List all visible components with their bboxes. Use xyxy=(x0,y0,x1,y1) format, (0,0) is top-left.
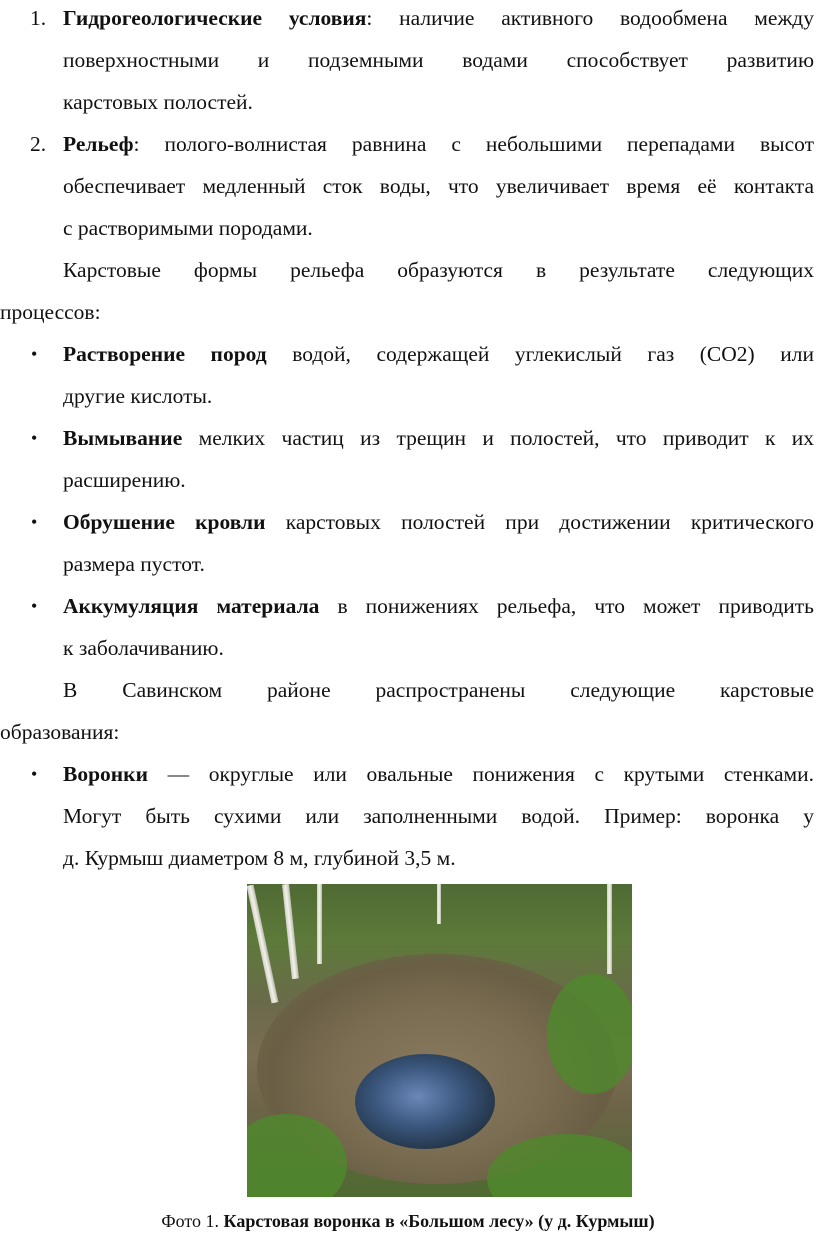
moss-patch xyxy=(547,974,632,1094)
bullet-symbol: • xyxy=(31,428,38,448)
paragraph-line: образования: xyxy=(0,720,120,744)
bullet-item-line: Могут быть сухими или заполненными водой. Пример: воронка у xyxy=(63,804,814,828)
term-bold: Растворение пород xyxy=(63,342,267,366)
sinkhole-water xyxy=(355,1054,495,1149)
term-bold: Гидрогеологические условия xyxy=(63,6,367,30)
term-bold: Аккумуляция материала xyxy=(63,594,320,618)
list-number: 2. xyxy=(30,132,47,156)
list-item-line: обеспечивает медленный сток воды, что увеличивает время её контакта xyxy=(63,174,814,198)
list-item-line: Гидрогеологические условия: наличие активного водообмена между xyxy=(63,6,814,30)
bullet-item-line: расширению. xyxy=(63,468,186,492)
birch-trunk xyxy=(247,885,278,1004)
bullet-item-line: Обрушение кровли карстовых полостей при достижении критического xyxy=(63,510,815,534)
paragraph-line: Карстовые формы рельефа образуются в результате следующих xyxy=(63,258,814,282)
bullet-item-line: Аккумуляция материала в понижениях рельефа, что может приводить xyxy=(63,594,814,618)
list-number: 1. xyxy=(30,6,47,30)
bullet-item-line: Растворение пород водой, содержащей углекислый газ (CO2) или xyxy=(63,342,814,366)
list-item-line: карстовых полостей. xyxy=(63,90,253,114)
birch-trunk xyxy=(607,884,612,974)
term-bold: Обрушение кровли xyxy=(63,510,266,534)
paragraph-line: В Савинском районе распространены следующие карстовые xyxy=(63,678,814,702)
term-bold: Вымывание xyxy=(63,426,183,450)
photo-caption: Фото 1. Карстовая воронка в «Большом лесу» (у д. Курмыш) xyxy=(161,1211,655,1231)
bullet-symbol: • xyxy=(31,344,38,364)
list-item-line: поверхностными и подземными водами способствует развитию xyxy=(63,48,814,72)
bullet-symbol: • xyxy=(31,512,38,532)
birch-trunk xyxy=(437,884,441,924)
karst-sinkhole-photo xyxy=(247,884,632,1197)
paragraph-line: процессов: xyxy=(0,300,101,324)
bullet-symbol: • xyxy=(31,596,38,616)
term-bold: Рельеф xyxy=(63,132,134,156)
bullet-symbol: • xyxy=(31,764,38,784)
bullet-item-line: размера пустот. xyxy=(63,552,205,576)
list-item-line: с растворимыми породами. xyxy=(63,216,313,240)
bullet-item-line: д. Курмыш диаметром 8 м, глубиной 3,5 м. xyxy=(63,846,456,870)
list-item-line: Рельеф: полого-волнистая равнина с небольшими перепадами высот xyxy=(63,132,814,156)
birch-trunk xyxy=(282,884,299,979)
term-bold: Воронки xyxy=(63,762,148,786)
bullet-item-line: к заболачиванию. xyxy=(63,636,224,660)
bullet-item-line: Воронки — округлые или овальные понижения с крутыми стенками. xyxy=(63,762,814,786)
bullet-item-line: Вымывание мелких частиц из трещин и полостей, что приводит к их xyxy=(63,426,814,450)
birch-trunk xyxy=(317,884,322,964)
bullet-item-line: другие кислоты. xyxy=(63,384,213,408)
